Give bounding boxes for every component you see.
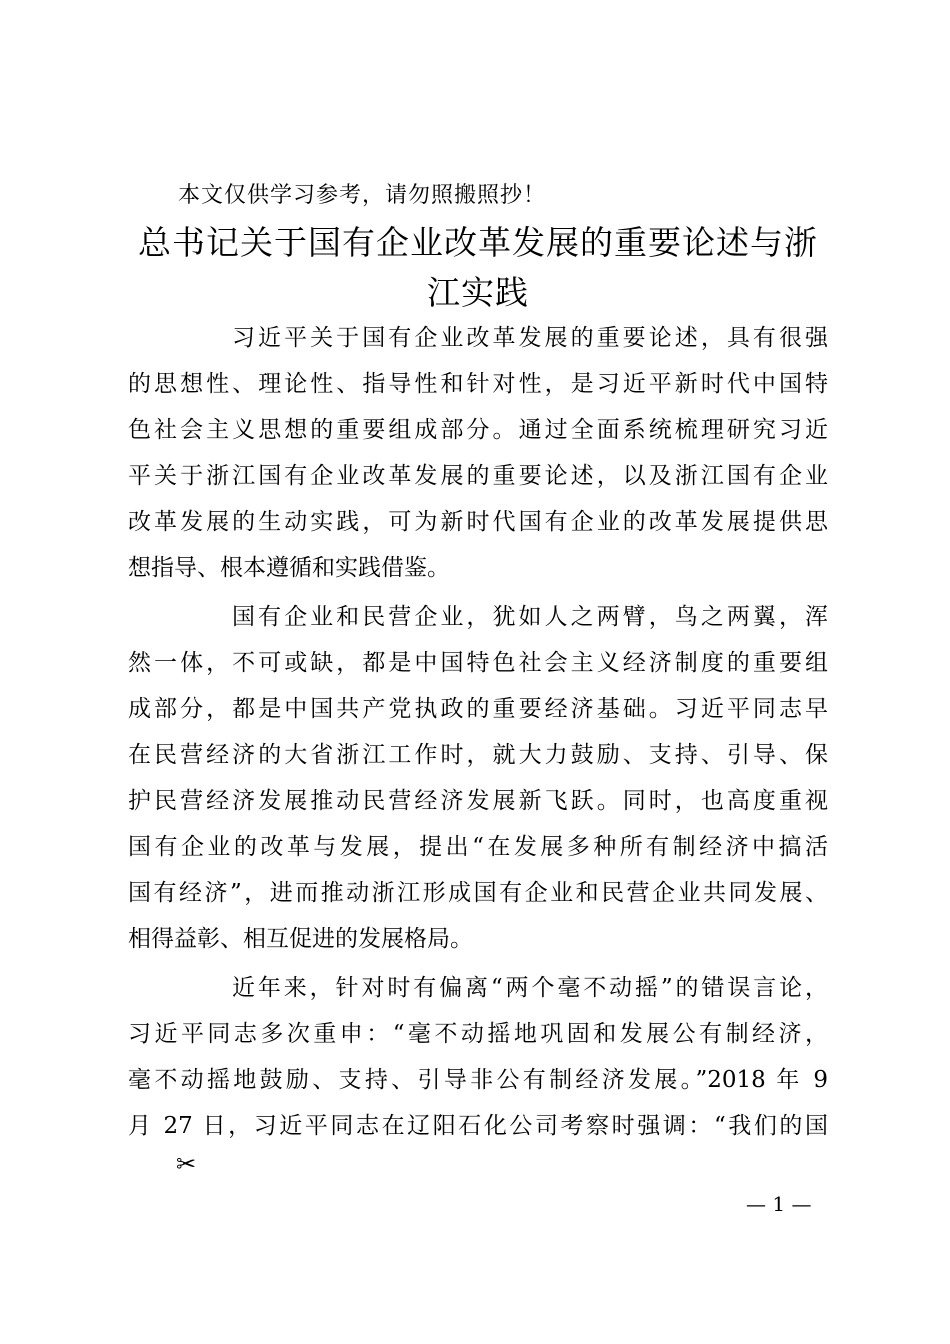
paragraph-line: 在民营经济的大省浙江工作时，就大力鼓励、支持、引导、保 (128, 742, 828, 768)
title-line-2: 江实践 (427, 273, 529, 312)
paragraph-line: 改革发展的生动实践，可为新时代国有企业的改革发展提供思 (128, 509, 828, 535)
paragraph-line: 国有企业的改革与发展，提出“在发展多种所有制经济中搞活 (128, 834, 828, 860)
paragraph-line: 习近平关于国有企业改革发展的重要论述，具有很强 (232, 325, 828, 351)
paragraph-line: 色社会主义思想的重要组成部分。通过全面系统梳理研究习近 (128, 417, 828, 443)
paragraph-line: 平关于浙江国有企业改革发展的重要论述，以及浙江国有企业 (128, 463, 828, 489)
paragraph-line: 近年来，针对时有偏离“两个毫不动摇”的错误言论， (232, 975, 828, 1001)
body-text (128, 315, 828, 1152)
paragraph-line: 然一体，不可或缺，都是中国特色社会主义经济制度的重要组 (128, 650, 828, 676)
paragraph-line: 国有经济”，进而推动浙江形成国有企业和民营企业共同发展、 (128, 880, 828, 906)
notice-text: 本文仅供学习参考，请勿照搬照抄！ (178, 183, 547, 208)
paragraph-2 (128, 594, 828, 962)
paragraph-line: 成部分，都是中国共产党执政的重要经济基础。习近平同志早 (128, 696, 828, 722)
paragraph-line: 习近平同志多次重申：“毫不动摇地巩固和发展公有制经济， (128, 1021, 828, 1047)
page-number: — 1 — (746, 1192, 812, 1216)
title-line-1: 总书记关于国有企业改革发展的重要论述与浙 (138, 223, 818, 262)
paragraph-1 (128, 315, 828, 591)
paragraph-line: 国有企业和民营企业，犹如人之两臂，鸟之两翼，浑 (232, 604, 828, 630)
document-title (128, 218, 828, 318)
paragraph-line: 相得益彰、相互促进的发展格局。 (128, 926, 473, 952)
paragraph-line: 毫不动摇地鼓励、支持、引导非公有制经济发展。”2018 年 9 (128, 1067, 828, 1093)
paragraph-line: 护民营经济发展推动民营经济发展新飞跃。同时，也高度重视 (128, 788, 828, 814)
scissors-icon: ✂ (176, 1150, 197, 1178)
paragraph-line: 月 27 日，习近平同志在辽阳石化公司考察时强调：“我们的国 (128, 1113, 828, 1139)
paragraph-3 (128, 965, 828, 1149)
paragraph-line: 的思想性、理论性、指导性和针对性，是习近平新时代中国特 (128, 371, 828, 397)
paragraph-line: 想指导、根本遵循和实践借鉴。 (128, 555, 450, 581)
